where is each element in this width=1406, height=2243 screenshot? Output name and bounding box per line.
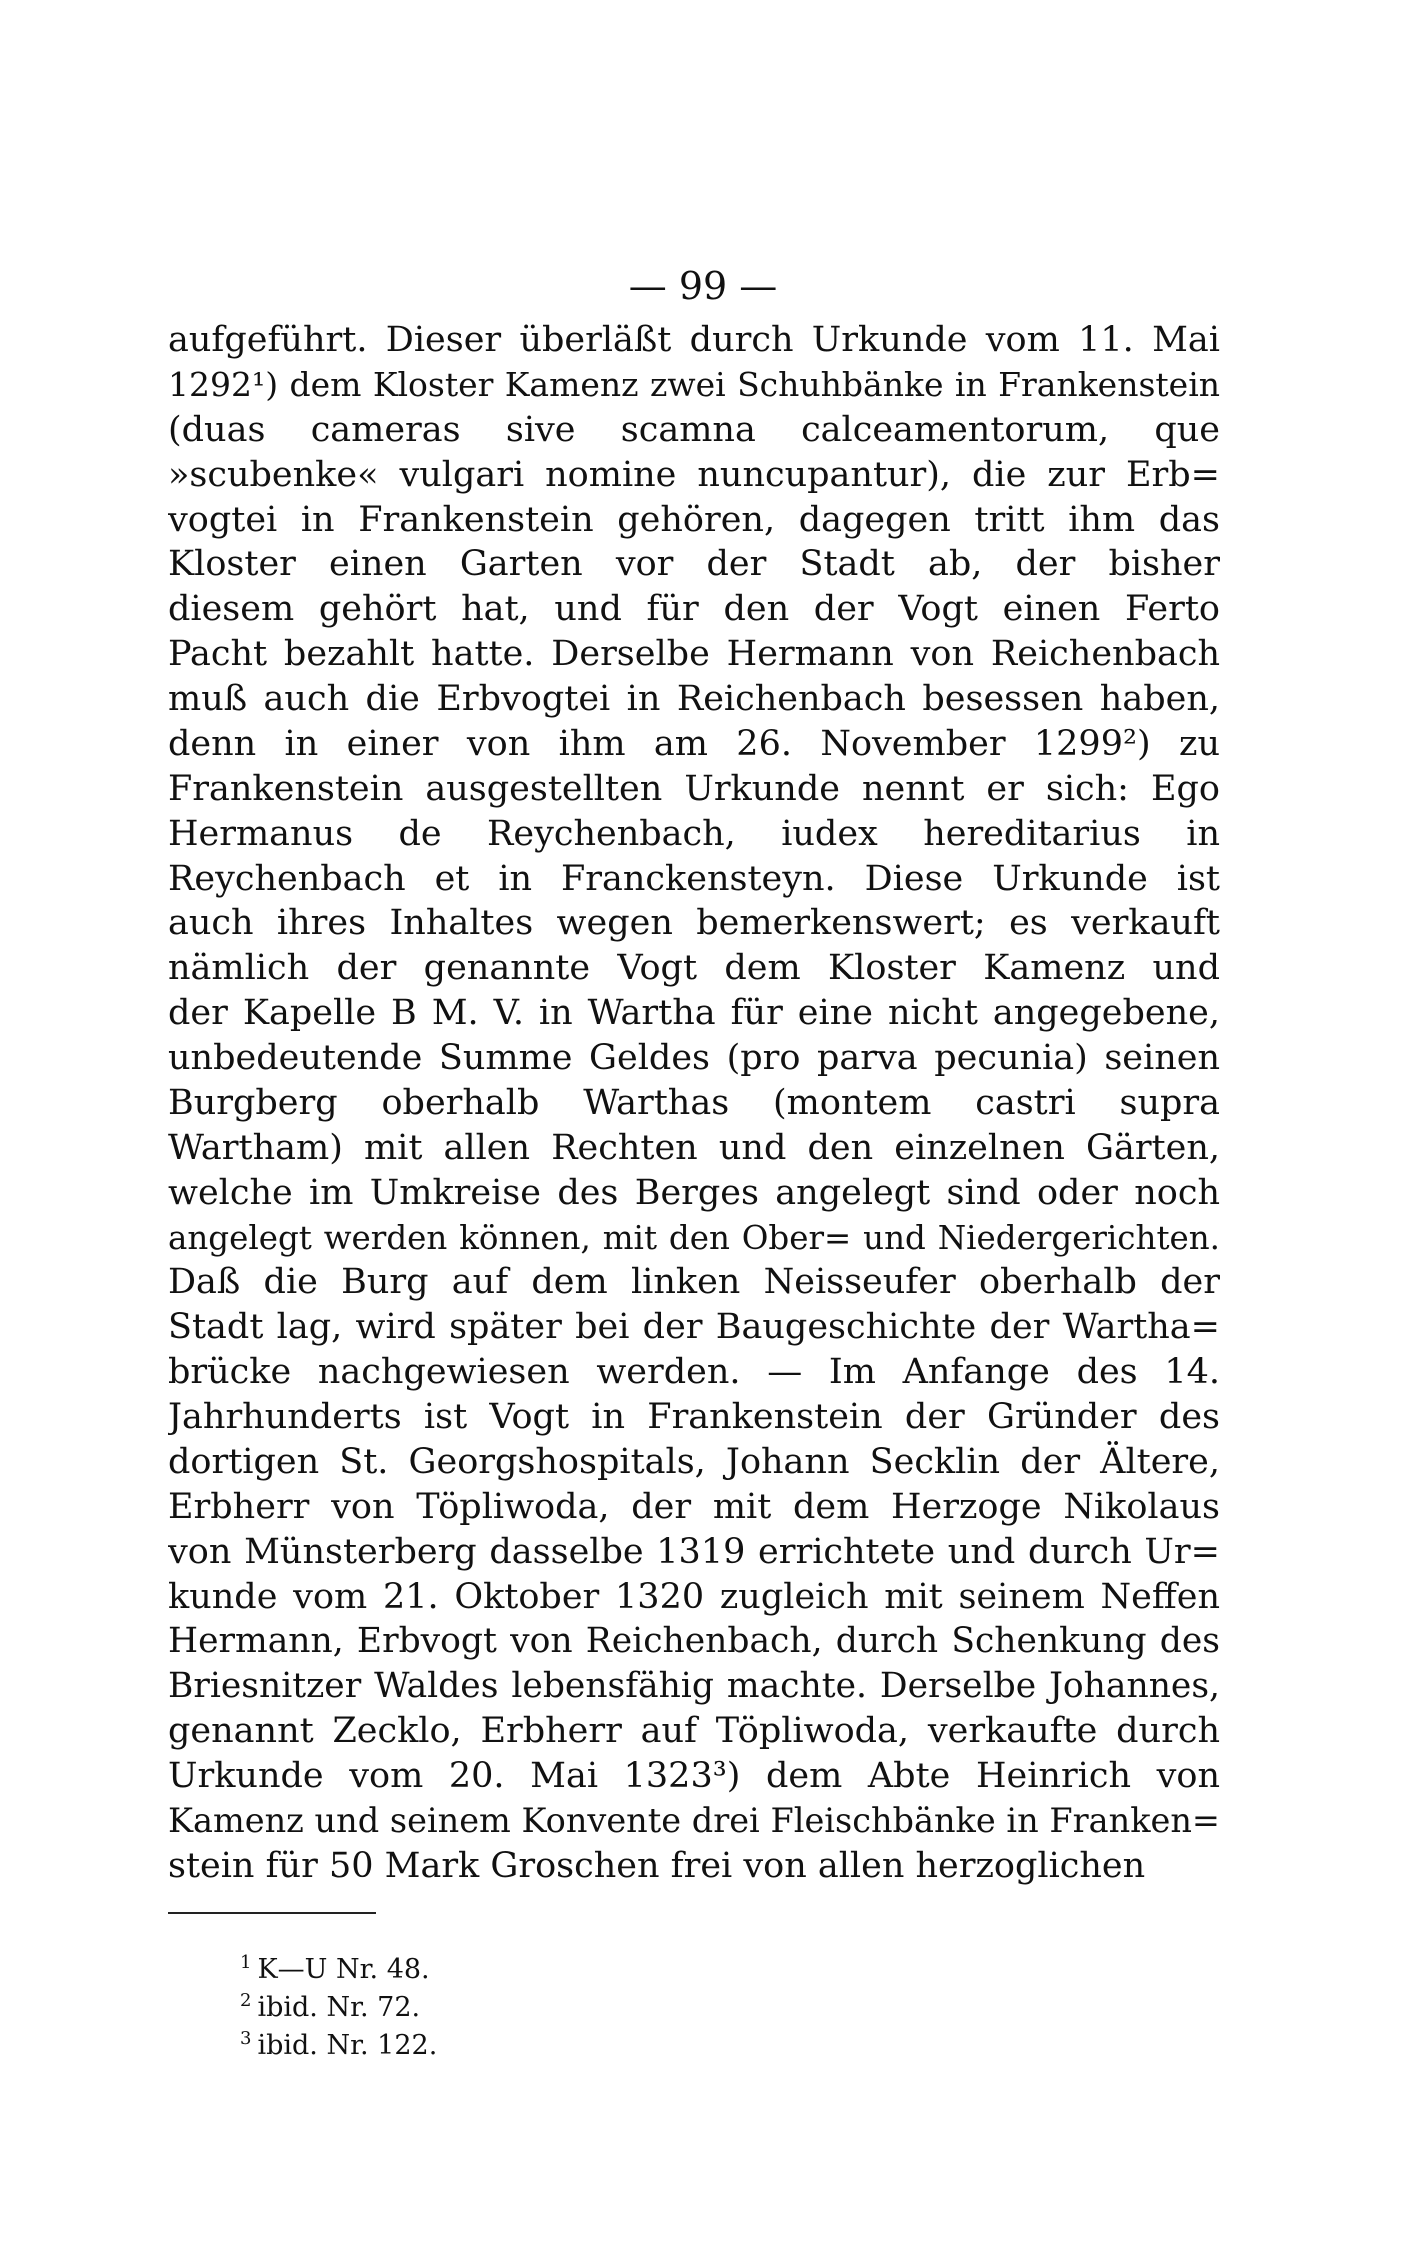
text-line: Frankenstein ausgestellten Urkunde nennt er sich: Ego <box>168 768 1220 809</box>
footnote <box>240 2020 438 2061</box>
text-line: muß auch die Erbvogtei in Reichenbach besessen haben, <box>168 679 1220 719</box>
text-line: Jahrhunderts ist Vogt in Frankenstein der Gründer des <box>168 1397 1220 1437</box>
footnote-text: ibid. Nr. 72. <box>257 1992 421 2023</box>
text-line: Hermann, Erbvogt von Reichenbach, durch Schenkung des <box>168 1621 1220 1662</box>
text-line: auch ihres Inhaltes wegen bemerkenswert; es verkauft <box>168 903 1220 944</box>
footnote-mark: 2 <box>240 1990 252 2011</box>
footnote <box>240 1982 437 2023</box>
text-line: Briesnitzer Waldes lebensfähig machte. Derselbe Johannes, <box>168 1666 1220 1707</box>
text-line: diesem gehört hat, und für den der Vogt einen Ferto <box>168 589 1220 630</box>
text-line: Erbherr von Töpliwoda, der mit dem Herzoge Nikolaus <box>168 1486 1220 1527</box>
footnotes <box>240 1944 438 2061</box>
footnote-divider <box>168 1912 376 1914</box>
text-line: Pacht bezahlt hatte. Derselbe Hermann von Reichenbach <box>168 634 1220 675</box>
footnote-mark: 1 <box>240 1952 252 1973</box>
text-line: genannt Zecklo, Erbherr auf Töpliwoda, verkaufte durch <box>168 1711 1220 1752</box>
text-line: 1292¹) dem Kloster Kamenz zwei Schuhbänke in Frankenstein <box>168 364 1220 404</box>
text-line: welche im Umkreise des Berges angelegt sind oder noch <box>168 1172 1220 1213</box>
text-line: brücke nachgewiesen werden. — Im Anfange des 14. <box>168 1352 1220 1393</box>
text-line: stein für 50 Mark Groschen frei von allen herzoglichen <box>168 1845 1146 1886</box>
text-line: Kloster einen Garten vor der Stadt ab, der bisher <box>168 544 1220 585</box>
footnote-text: K—U Nr. 48. <box>257 1954 430 1985</box>
text-line: der Kapelle B M. V. in Wartha für eine nicht angegebene, <box>168 993 1220 1034</box>
text-line: unbedeutende Summe Geldes (pro parva pecunia) seinen <box>168 1038 1220 1078</box>
text-line: angelegt werden können, mit den Ober= und Niedergerichten. <box>168 1218 1220 1257</box>
text-line: von Münsterberg dasselbe 1319 errichtete und durch Ur= <box>168 1531 1220 1572</box>
text-line: nämlich der genannte Vogt dem Kloster Kamenz und <box>168 948 1220 989</box>
text-line: Stadt lag, wird später bei der Baugeschichte der Wartha= <box>168 1307 1220 1348</box>
text-line: vogtei in Frankenstein gehören, dagegen tritt ihm das <box>168 499 1220 540</box>
text-line: dortigen St. Georgshospitals, Johann Secklin der Ältere, <box>168 1441 1220 1482</box>
text-line: »scubenke« vulgari nomine nuncupantur), die zur Erb= <box>168 454 1220 495</box>
footnote <box>240 1944 437 1985</box>
page-number: — 99 — <box>628 264 778 308</box>
text-line: Kamenz und seinem Konvente drei Fleischbänke in Franken= <box>168 1800 1220 1840</box>
footnote-mark: 3 <box>240 2028 252 2049</box>
text-line: kunde vom 21. Oktober 1320 zugleich mit seinem Neffen <box>168 1576 1220 1617</box>
text-line: Wartham) mit allen Rechten und den einzelnen Gärten, <box>168 1127 1220 1168</box>
text-line: Daß die Burg auf dem linken Neisseufer oberhalb der <box>168 1262 1220 1303</box>
footnote-text: ibid. Nr. 122. <box>257 2030 438 2061</box>
text-line: Reychenbach et in Franckensteyn. Diese Urkunde ist <box>168 858 1220 899</box>
text-line: Burgberg oberhalb Warthas (montem castri supra <box>168 1082 1220 1123</box>
text-line: aufgeführt. Dieser überläßt durch Urkunde vom 11. Mai <box>168 320 1220 360</box>
text-line: denn in einer von ihm am 26. November 1299²) zu <box>168 723 1220 764</box>
body-text <box>168 318 1220 1889</box>
text-line: Hermanus de Reychenbach, iudex hereditarius in <box>168 813 1220 854</box>
text-line: (duas cameras sive scamna calceamentorum, que <box>168 409 1220 450</box>
text-line: Urkunde vom 20. Mai 1323³) dem Abte Heinrich von <box>168 1756 1220 1796</box>
